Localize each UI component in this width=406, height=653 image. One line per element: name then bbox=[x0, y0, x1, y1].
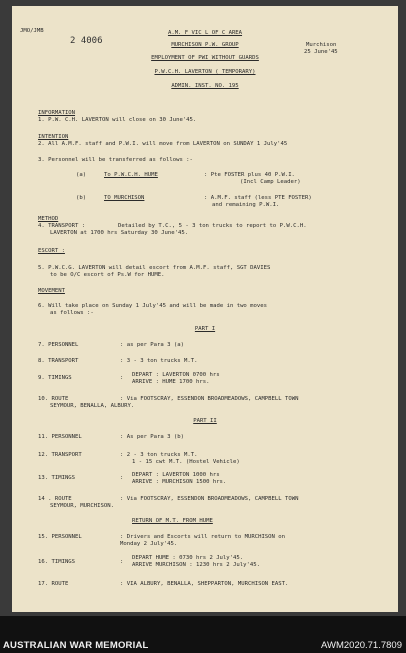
row-13-depart: DEPART : LAVERTON 1000 hrs bbox=[132, 472, 220, 478]
doc-subtitle-employment: EMPLOYMENT OF PWI WITHOUT GUARDS bbox=[151, 55, 259, 61]
section-information: INFORMATION bbox=[38, 110, 76, 116]
para-6: 6. Will take place on Sunday 1 July'45 and will be made in two moves bbox=[38, 303, 268, 309]
row-10-text-2: SEYMOUR, BENALLA, ALBURY. bbox=[50, 403, 135, 409]
row-10-label: 10. ROUTE bbox=[38, 396, 69, 402]
para-3a-text-2: (Incl Camp Leader) bbox=[240, 179, 301, 185]
doc-place: Murchison bbox=[306, 42, 337, 48]
archive-footer bbox=[0, 616, 406, 653]
document-page bbox=[12, 6, 398, 612]
para-6-line-2: as follows :- bbox=[50, 310, 94, 316]
row-8-text: : 3 - 3 ton trucks M.T. bbox=[120, 358, 198, 364]
para-2: 2. All A.M.F. staff and P.W.I. will move from LAVERTON on SUNDAY 1 July'45 bbox=[38, 141, 288, 147]
row-14-text-2: SEYMOUR, MURCHISON. bbox=[50, 503, 114, 509]
section-escort: ESCORT : bbox=[38, 248, 65, 254]
footer-institution: AUSTRALIAN WAR MEMORIAL bbox=[3, 640, 149, 651]
row-16-depart: DEPART HUME : 0730 hrs 2 July'45. bbox=[132, 555, 244, 561]
row-8-label: 8. TRANSPORT bbox=[38, 358, 79, 364]
row-17-label: 17. ROUTE bbox=[38, 581, 69, 587]
row-9-colon: : bbox=[120, 375, 124, 381]
row-15-label: 15. PERSONNEL bbox=[38, 534, 82, 540]
footer-accession-number: AWM2020.71.7809 bbox=[321, 640, 402, 651]
para-3b-text-2: and remaining P.W.I. bbox=[212, 202, 280, 208]
row-17-text: : VIA ALBURY, BENALLA, SHEPPARTON, MURCHISON EAST. bbox=[120, 581, 289, 587]
row-16-label: 16. TIMINGS bbox=[38, 559, 76, 565]
para-4-text-2: LAVERTON at 1700 hrs Saturday 30 June'45. bbox=[50, 230, 189, 236]
para-3b-text: : A.M.F. staff (less PTE FOSTER) bbox=[204, 195, 312, 201]
row-11-label: 11. PERSONNEL bbox=[38, 434, 82, 440]
doc-admin-inst: ADMIN. INST. NO. 195 bbox=[171, 83, 239, 89]
part-1-heading: PART I bbox=[194, 326, 216, 332]
row-15-text: : Drivers and Escorts will return to MURCHISON on bbox=[120, 534, 286, 540]
row-15-text-2: Monday 2 July'45. bbox=[120, 541, 178, 547]
row-12-text: : 2 - 3 ton trucks M.T. bbox=[120, 452, 198, 458]
row-14-label: 14 . ROUTE bbox=[38, 496, 72, 502]
row-9-label: 9. TIMINGS bbox=[38, 375, 72, 381]
para-4-label: 4. TRANSPORT : bbox=[38, 223, 86, 229]
para-3a-text: : Pte FOSTER plus 40 P.W.I. bbox=[204, 172, 295, 178]
reference-code: JMO/JMB bbox=[20, 28, 44, 34]
registry-stamp-number: 2 4006 bbox=[70, 36, 103, 46]
row-9-arrive: ARRIVE : HUME 1700 hrs. bbox=[132, 379, 210, 385]
para-5-line-2: to be O/C escort of Ps.W for HUME. bbox=[50, 272, 165, 278]
section-return-heading: RETURN OF M.T. FROM HUME bbox=[132, 518, 213, 524]
row-13-arrive: ARRIVE : MURCHISON 1500 hrs. bbox=[132, 479, 227, 485]
doc-title: A.M. F VIC L OF C AREA bbox=[167, 30, 243, 36]
row-7-label: 7. PERSONNEL bbox=[38, 342, 79, 348]
para-3a-destination: To P.W.C.H. HUME bbox=[104, 172, 158, 178]
row-16-colon: : bbox=[120, 559, 124, 565]
row-9-depart: DEPART : LAVERTON 0700 hrs bbox=[132, 372, 220, 378]
row-14-text: : Via FOOTSCRAY, ESSENDON BROADMEADOWS, CAMPBELL TOWN bbox=[120, 496, 299, 502]
part-2-heading: PART II bbox=[193, 418, 217, 424]
row-10-text: : Via FOOTSCRAY, ESSENDON BROADMEADOWS, CAMPBELL TOWN bbox=[120, 396, 299, 402]
row-12-label: 12. TRANSPORT bbox=[38, 452, 82, 458]
section-method: METHOD bbox=[38, 216, 59, 222]
para-3b-destination: TO MURCHISON bbox=[104, 195, 145, 201]
para-3b-label: (b) bbox=[76, 195, 87, 201]
section-movement: MOVEMENT bbox=[38, 288, 65, 294]
row-12-text-2: 1 - 15 cwt M.T. (Hostel Vehicle) bbox=[132, 459, 240, 465]
para-5: 5. P.W.C.G. LAVERTON will detail escort from A.M.F. staff, SGT DAVIES bbox=[38, 265, 271, 271]
para-4-text: Detailed by T.C., 5 - 3 ton trucks to report to P.W.C.H. bbox=[118, 223, 307, 229]
para-3a-label: (a) bbox=[76, 172, 87, 178]
row-16-arrive: ARRIVE MURCHISON : 1230 hrs 2 July'45. bbox=[132, 562, 260, 568]
row-7-text: : as per Para 3 (a) bbox=[120, 342, 184, 348]
row-11-text: : As per Para 3 (b) bbox=[120, 434, 184, 440]
doc-subtitle-group: MURCHISON P.W. GROUP bbox=[171, 42, 239, 48]
row-13-colon: : bbox=[120, 475, 124, 481]
para-3: 3. Personnel will be transferred as follows :- bbox=[38, 157, 193, 163]
doc-subtitle-laverton: P.W.C.H. LAVERTON ( TEMPORARY) bbox=[154, 69, 256, 75]
row-13-label: 13. TIMINGS bbox=[38, 475, 76, 481]
para-1: 1. P.W. C.H. LAVERTON will close on 30 June'45. bbox=[38, 117, 197, 123]
doc-date: 25 June'45 bbox=[304, 49, 338, 55]
section-intention: INTENTION bbox=[38, 134, 69, 140]
